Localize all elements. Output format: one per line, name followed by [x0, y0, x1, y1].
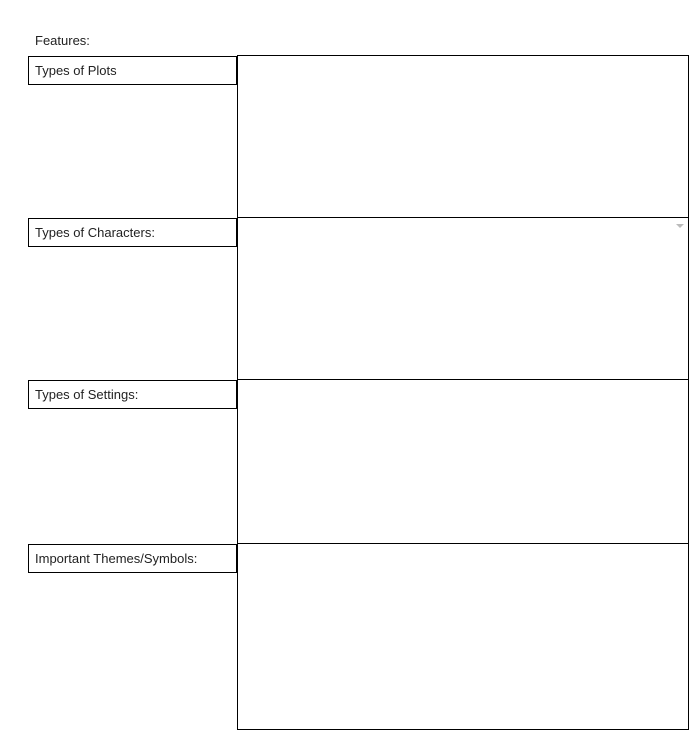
row-label-settings: Types of Settings:	[28, 380, 237, 409]
cell-characters[interactable]	[237, 217, 689, 380]
row-label-characters: Types of Characters:	[28, 218, 237, 247]
characters-input[interactable]	[238, 218, 688, 379]
row-label-plots: Types of Plots	[28, 56, 237, 85]
features-title: Features:	[35, 33, 90, 48]
settings-input[interactable]	[238, 380, 688, 543]
themes-input[interactable]	[238, 544, 688, 729]
cell-settings[interactable]	[237, 379, 689, 544]
cell-plots[interactable]	[237, 55, 689, 218]
chevron-down-icon[interactable]	[674, 220, 686, 232]
row-label-themes: Important Themes/Symbols:	[28, 544, 237, 573]
cell-themes[interactable]	[237, 543, 689, 730]
plots-input[interactable]	[238, 56, 688, 217]
